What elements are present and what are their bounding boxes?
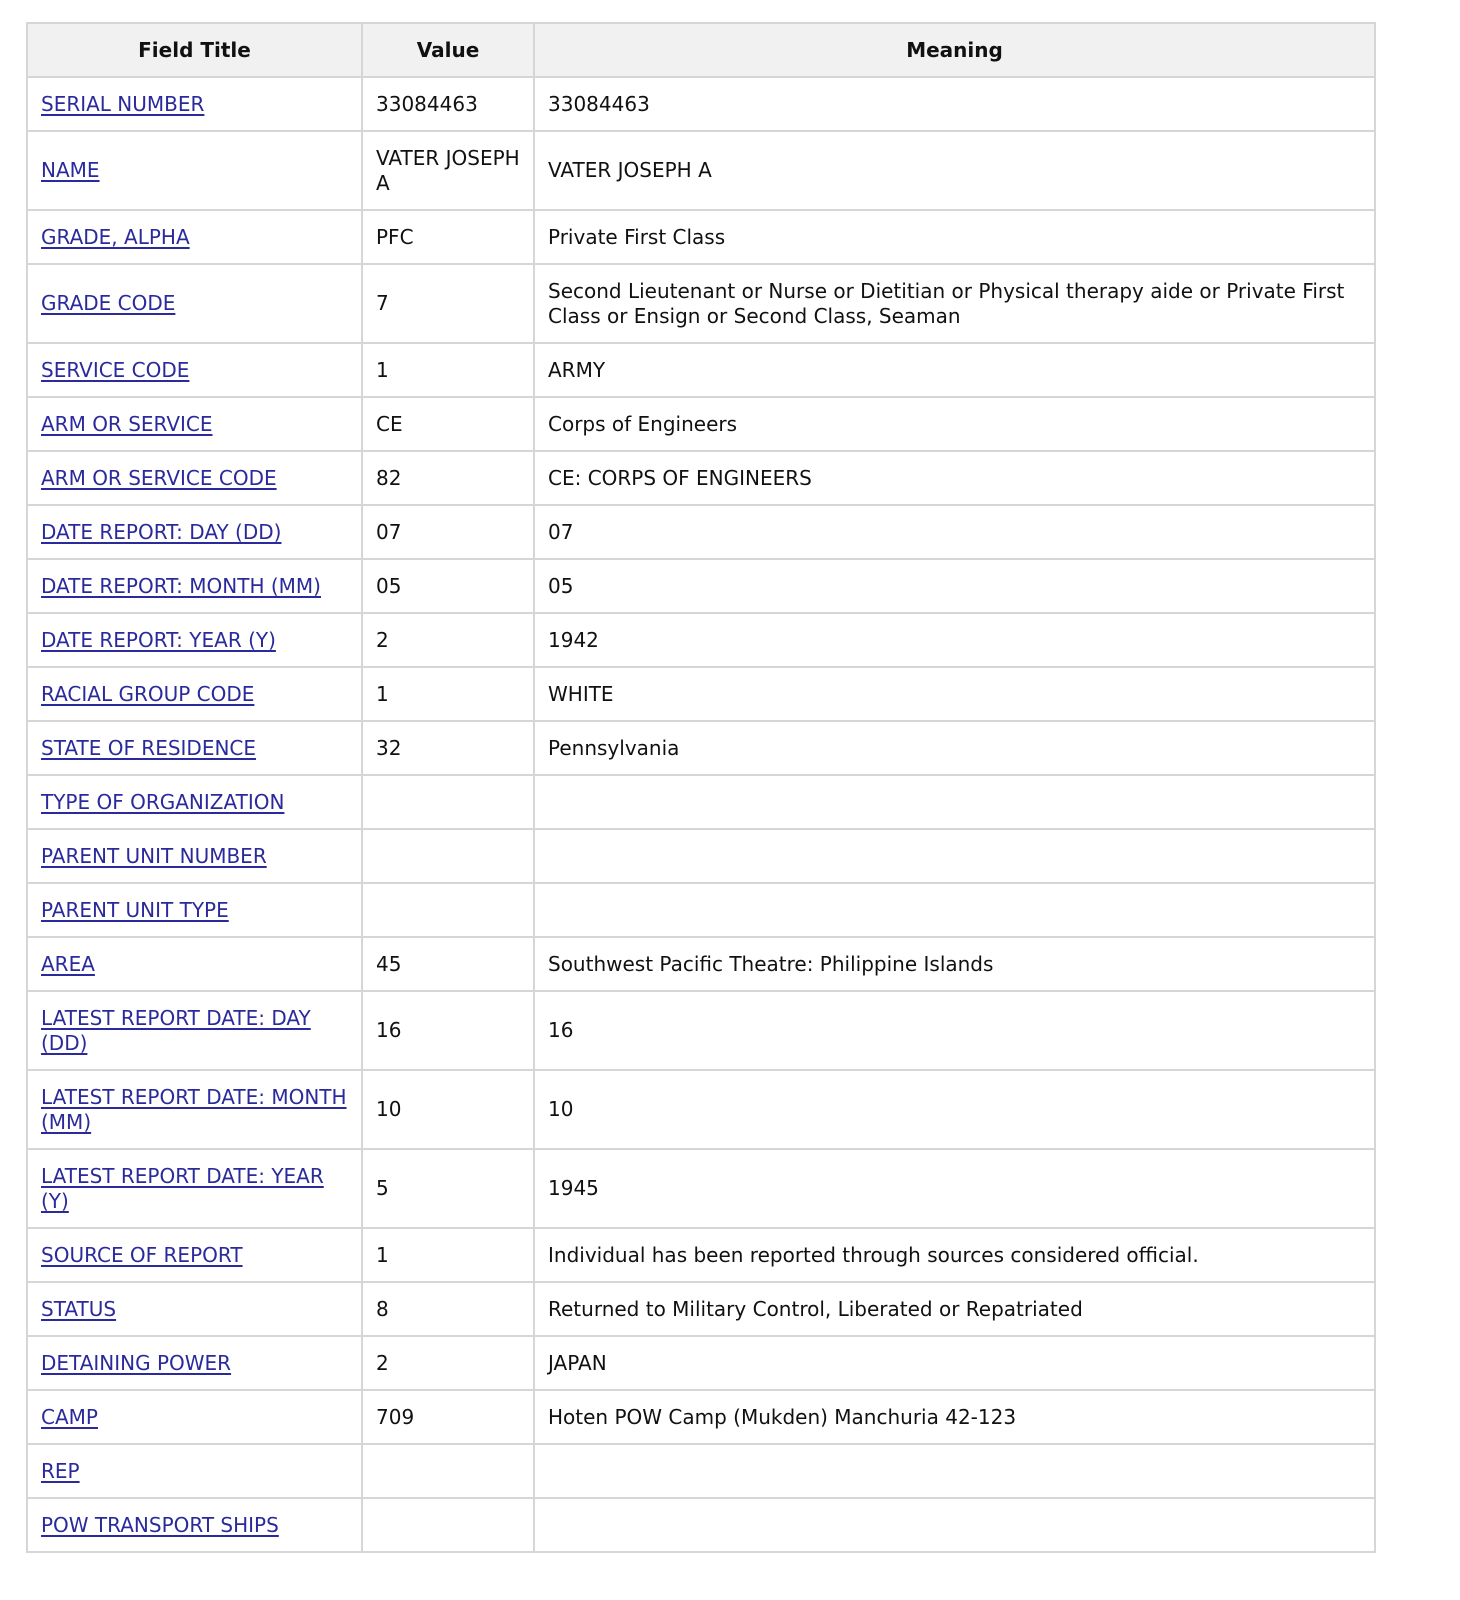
meaning-cell bbox=[534, 829, 1375, 883]
field-link-detaining-power[interactable]: DETAINING POWER bbox=[41, 1350, 232, 1375]
meaning-cell: 33084463 bbox=[534, 77, 1375, 131]
meaning-cell: 05 bbox=[534, 559, 1375, 613]
field-link-latest-report-year[interactable]: LATEST REPORT DATE: YEAR (Y) bbox=[41, 1163, 324, 1213]
meaning-cell: 1945 bbox=[534, 1149, 1375, 1228]
field-link-name[interactable]: NAME bbox=[41, 158, 100, 182]
field-link-racial-group-code[interactable]: RACIAL GROUP CODE bbox=[41, 681, 255, 706]
value-cell: 7 bbox=[362, 264, 534, 343]
field-link-service-code[interactable]: SERVICE CODE bbox=[41, 357, 190, 382]
table-row bbox=[27, 937, 1375, 991]
meaning-cell bbox=[534, 775, 1375, 829]
field-link-arm-or-service-code[interactable]: ARM OR SERVICE CODE bbox=[41, 465, 277, 490]
value-cell: 2 bbox=[362, 613, 534, 667]
table-row bbox=[27, 559, 1375, 613]
value-cell: 32 bbox=[362, 721, 534, 775]
meaning-cell: VATER JOSEPH A bbox=[534, 131, 1375, 210]
meaning-cell: Southwest Pacific Theatre: Philippine Islands bbox=[534, 937, 1375, 991]
value-cell: 05 bbox=[362, 559, 534, 613]
meaning-cell bbox=[534, 883, 1375, 937]
field-cell bbox=[27, 1070, 362, 1149]
field-cell bbox=[27, 1282, 362, 1336]
field-cell bbox=[27, 1390, 362, 1444]
value-cell: 1 bbox=[362, 667, 534, 721]
value-cell: 82 bbox=[362, 451, 534, 505]
meaning-cell: Returned to Military Control, Liberated or Repatriated bbox=[534, 1282, 1375, 1336]
field-link-grade-alpha[interactable]: GRADE, ALPHA bbox=[41, 224, 190, 249]
header-row bbox=[27, 23, 1375, 77]
table-row bbox=[27, 1336, 1375, 1390]
value-cell: 07 bbox=[362, 505, 534, 559]
field-cell bbox=[27, 1228, 362, 1282]
field-cell bbox=[27, 883, 362, 937]
field-cell bbox=[27, 613, 362, 667]
meaning-cell: Corps of Engineers bbox=[534, 397, 1375, 451]
value-cell: 8 bbox=[362, 1282, 534, 1336]
field-cell bbox=[27, 721, 362, 775]
field-link-date-report-day[interactable]: DATE REPORT: DAY (DD) bbox=[41, 519, 282, 544]
table-row bbox=[27, 397, 1375, 451]
field-cell bbox=[27, 131, 362, 210]
field-link-latest-report-day[interactable]: LATEST REPORT DATE: DAY (DD) bbox=[41, 1005, 311, 1055]
table-row bbox=[27, 210, 1375, 264]
table-row bbox=[27, 1390, 1375, 1444]
field-link-status[interactable]: STATUS bbox=[41, 1296, 117, 1321]
meaning-cell: Second Lieutenant or Nurse or Dietitian or Physical therapy aide or Private First Class or Ensign or Second Class, Seaman bbox=[534, 264, 1375, 343]
value-cell: CE bbox=[362, 397, 534, 451]
meaning-cell: 10 bbox=[534, 1070, 1375, 1149]
value-cell: 33084463 bbox=[362, 77, 534, 131]
table-row bbox=[27, 721, 1375, 775]
value-cell: PFC bbox=[362, 210, 534, 264]
table-row bbox=[27, 1282, 1375, 1336]
field-cell bbox=[27, 210, 362, 264]
field-cell bbox=[27, 667, 362, 721]
field-link-parent-unit-type[interactable]: PARENT UNIT TYPE bbox=[41, 897, 229, 922]
field-cell bbox=[27, 937, 362, 991]
value-cell: 16 bbox=[362, 991, 534, 1070]
value-cell bbox=[362, 1498, 534, 1552]
field-cell bbox=[27, 264, 362, 343]
table-row bbox=[27, 451, 1375, 505]
field-cell bbox=[27, 991, 362, 1070]
table-row bbox=[27, 775, 1375, 829]
value-cell bbox=[362, 775, 534, 829]
meaning-cell: ARMY bbox=[534, 343, 1375, 397]
field-cell bbox=[27, 505, 362, 559]
field-link-source-of-report[interactable]: SOURCE OF REPORT bbox=[41, 1242, 243, 1267]
table-row bbox=[27, 505, 1375, 559]
field-link-parent-unit-number[interactable]: PARENT UNIT NUMBER bbox=[41, 843, 267, 868]
table-row bbox=[27, 1444, 1375, 1498]
table-row bbox=[27, 1228, 1375, 1282]
meaning-cell: WHITE bbox=[534, 667, 1375, 721]
table-row bbox=[27, 131, 1375, 210]
meaning-cell: CE: CORPS OF ENGINEERS bbox=[534, 451, 1375, 505]
field-cell bbox=[27, 397, 362, 451]
meaning-cell: 1942 bbox=[534, 613, 1375, 667]
field-cell bbox=[27, 775, 362, 829]
value-cell: VATER JOSEPH A bbox=[362, 131, 534, 210]
field-link-type-of-organization[interactable]: TYPE OF ORGANIZATION bbox=[41, 789, 285, 814]
table-row bbox=[27, 1070, 1375, 1149]
field-cell bbox=[27, 1149, 362, 1228]
table-row bbox=[27, 883, 1375, 937]
value-cell: 5 bbox=[362, 1149, 534, 1228]
field-cell bbox=[27, 1336, 362, 1390]
field-link-state-of-residence[interactable]: STATE OF RESIDENCE bbox=[41, 735, 257, 760]
field-cell bbox=[27, 451, 362, 505]
field-cell bbox=[27, 829, 362, 883]
meaning-cell bbox=[534, 1444, 1375, 1498]
table-row bbox=[27, 613, 1375, 667]
meaning-cell: Pennsylvania bbox=[534, 721, 1375, 775]
meaning-cell: 16 bbox=[534, 991, 1375, 1070]
value-cell bbox=[362, 883, 534, 937]
field-cell bbox=[27, 559, 362, 613]
value-cell: 1 bbox=[362, 1228, 534, 1282]
header-meaning: Meaning bbox=[534, 23, 1375, 77]
field-cell bbox=[27, 343, 362, 397]
table-row bbox=[27, 829, 1375, 883]
meaning-cell: Individual has been reported through sources considered official. bbox=[534, 1228, 1375, 1282]
field-link-pow-transport-ships[interactable]: POW TRANSPORT SHIPS bbox=[41, 1512, 279, 1537]
table-row bbox=[27, 667, 1375, 721]
table-row bbox=[27, 343, 1375, 397]
field-link-grade-code[interactable]: GRADE CODE bbox=[41, 291, 176, 315]
value-cell: 45 bbox=[362, 937, 534, 991]
field-link-rep[interactable]: REP bbox=[41, 1458, 80, 1483]
header-field-title: Field Title bbox=[27, 23, 362, 77]
value-cell bbox=[362, 1444, 534, 1498]
value-cell: 2 bbox=[362, 1336, 534, 1390]
field-cell bbox=[27, 1444, 362, 1498]
field-cell bbox=[27, 77, 362, 131]
meaning-cell: 07 bbox=[534, 505, 1375, 559]
meaning-cell: Private First Class bbox=[534, 210, 1375, 264]
table-row bbox=[27, 991, 1375, 1070]
field-link-camp[interactable]: CAMP bbox=[41, 1404, 98, 1429]
meaning-cell: Hoten POW Camp (Mukden) Manchuria 42-123 bbox=[534, 1390, 1375, 1444]
value-cell: 10 bbox=[362, 1070, 534, 1149]
field-link-arm-or-service[interactable]: ARM OR SERVICE bbox=[41, 411, 213, 436]
header-value: Value bbox=[362, 23, 534, 77]
meaning-cell bbox=[534, 1498, 1375, 1552]
field-link-serial-number[interactable]: SERIAL NUMBER bbox=[41, 91, 205, 116]
value-cell: 709 bbox=[362, 1390, 534, 1444]
record-table bbox=[26, 22, 1376, 1553]
field-link-date-report-year[interactable]: DATE REPORT: YEAR (Y) bbox=[41, 627, 276, 652]
table-row bbox=[27, 264, 1375, 343]
field-link-area[interactable]: AREA bbox=[41, 951, 95, 976]
field-cell bbox=[27, 1498, 362, 1552]
table-row bbox=[27, 1498, 1375, 1552]
value-cell bbox=[362, 829, 534, 883]
field-link-latest-report-month[interactable]: LATEST REPORT DATE: MONTH (MM) bbox=[41, 1084, 347, 1134]
value-cell: 1 bbox=[362, 343, 534, 397]
field-link-date-report-month[interactable]: DATE REPORT: MONTH (MM) bbox=[41, 573, 321, 598]
table-row bbox=[27, 1149, 1375, 1228]
meaning-cell: JAPAN bbox=[534, 1336, 1375, 1390]
table-row bbox=[27, 77, 1375, 131]
